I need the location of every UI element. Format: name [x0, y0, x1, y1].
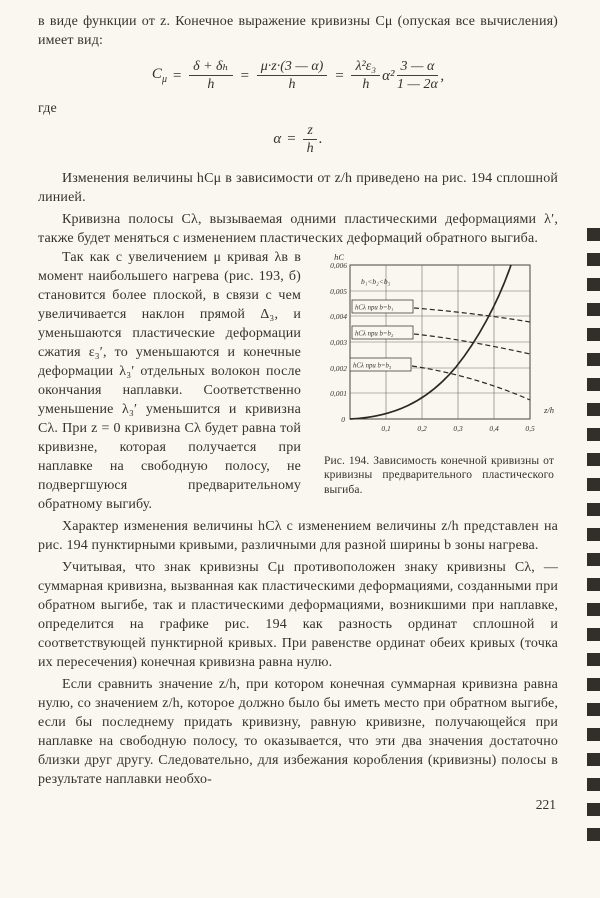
figure-caption: Рис. 194. Зависимость конечной кривизны от кривизны предварительного пластического выгиба.: [324, 454, 554, 496]
equals-sign: =: [171, 67, 183, 84]
y-tick-label: 0,005: [330, 286, 347, 296]
fraction-4: [397, 59, 439, 93]
formula-lhs: [152, 66, 167, 85]
y-tick-label: 0,002: [330, 363, 347, 373]
inequality-annotation: b₁<b₂<b₃: [361, 276, 391, 286]
formula-comma: ,: [440, 67, 445, 84]
page-number: 221: [535, 796, 556, 812]
where-word: где: [38, 100, 57, 116]
formula-lhs-sub: μ: [161, 74, 167, 86]
y-tick-label: 0,004: [330, 311, 347, 321]
curve-label-b1: hCλ при b=b₁: [355, 304, 394, 312]
x-tick-label: 0,4: [489, 423, 499, 433]
paragraph-sign-of-curvature: Учитывая, что знак кривизны Cμ противоположен знаку кривизны Cλ, — суммарная кривизна, вызванная как пластическими деформациями, созданными при обратном выгибе, так и пластическими деформациями, возникшими при наплавке, определится на графике рис. 194 как разность ординат сплошной и соответствующей пунктирной кривых. При равенстве ординат обеих кривых (точка их пересечения) конечная кривизна равна нулю.: [38, 559, 558, 670]
x-tick-label: 0,5: [525, 423, 535, 433]
fraction-2: [257, 59, 328, 93]
x-tick-label: 0,3: [453, 423, 463, 433]
paragraph-intro: в виде функции от z. Конечное выражение кривизны Cμ (опуская все вычисления) имеет вид:: [38, 14, 558, 48]
curve-label-box-b1: [352, 300, 413, 313]
curve-label-b3: hCλ при b=b₃: [353, 362, 392, 370]
alpha-fraction-numerator: z: [303, 123, 316, 140]
fraction-1-denominator: h: [207, 77, 215, 93]
paragraph-comparison: Если сравнить значение z/h, при котором конечная суммарная кривизна равна нулю, со значением z/h, которое должно было бы иметь место при обратном выгибе, если бы последнему придать кривизну, равную кривизне, получающейся при наплавке на свободную полосу, то оказывается, что эти два значения достаточно близки друг другу. Следовательно, для избежания коробления (кривизны) полосы в результате наплавки необхо-: [38, 676, 558, 787]
equals-sign: =: [286, 131, 297, 148]
fraction-4-numerator: 3 — α: [397, 59, 439, 76]
equals-sign: =: [334, 67, 345, 84]
curve-hc-lambda-b1: [414, 308, 530, 322]
x-tick-label: 0,2: [417, 423, 427, 433]
fraction-4-denominator: 1 — 2α: [397, 77, 438, 93]
paragraph-dashed-curves: Характер изменения величины hCλ с изменением величины z/h представлен на рис. 194 пунктирными кривыми, различными для разной ширины b зоны нагрева.: [38, 518, 558, 553]
fraction-2-denominator: h: [288, 77, 296, 93]
y-tick-label: 0,001: [330, 388, 347, 398]
scan-artifact-strip: [587, 228, 600, 846]
formula-alpha: [38, 123, 558, 157]
curve-label-b2: hCλ при b=b₂: [355, 330, 394, 338]
paragraph-figure-discussion: Так как с увеличением μ кривая λв в момент наибольшего нагрева (рис. 193, б) становится более плоской, в связи с чем увеличивается наклон прямой Δ₃, и уменьшаются пластические деформации сжатия ε₃′, то уменьшаются и конечные деформации λ₃′ отдельных волокон после окончания наплавки. Соответственно уменьшение λ₃′ уменьшится и кривизна Cλ. При z = 0 кривизна Cλ будет равна той кривизне, которая получается при наплавке на свободную полосу, не подвергшуюся предварительному обратному выгибу.: [38, 249, 301, 512]
figure-194: [314, 251, 558, 498]
curve-label-box-b3: [350, 358, 411, 371]
formula-period: .: [318, 131, 323, 148]
fraction-3-denominator: h: [362, 77, 370, 93]
curve-hc-lambda-b3: [412, 366, 530, 400]
formula-lhs-base: C: [151, 66, 162, 83]
fraction-3-numerator: λ²ε₃: [351, 59, 380, 76]
paragraph-curvature-strip: Кривизна полосы Cλ, вызываемая одними пластическими деформациями λ′, также будет меняться с изменением пластических деформаций обратного выгиба.: [38, 211, 558, 246]
y-tick-label: 0,003: [330, 337, 347, 347]
y-axis-title: hC: [334, 251, 344, 262]
x-axis-title: z/h: [544, 404, 554, 415]
fraction-2-numerator: μ·z·(3 — α): [257, 59, 328, 76]
alpha-fraction: [303, 123, 316, 157]
curve-label-box-b2: [352, 326, 413, 339]
equals-sign: =: [239, 67, 250, 84]
paragraph-hc-solid-line: Изменения величины hCμ в зависимости от z/h приведено на рис. 194 сплошной линией.: [38, 170, 558, 205]
alpha-squared-term: α²: [382, 67, 395, 84]
y-tick-label: 0,006: [330, 260, 347, 270]
fraction-3: [351, 59, 380, 93]
alpha-fraction-denominator: h: [306, 141, 314, 157]
formula-curvature: [38, 59, 558, 93]
alpha-lhs: α: [273, 131, 282, 148]
fraction-1: [189, 59, 233, 93]
x-tick-label: 0,1: [381, 423, 391, 433]
text-and-figure-flow: [38, 248, 558, 514]
fraction-1-numerator: δ + δₕ: [189, 59, 233, 76]
origin-label: 0: [341, 414, 345, 424]
figure-194-chart: [314, 251, 558, 447]
